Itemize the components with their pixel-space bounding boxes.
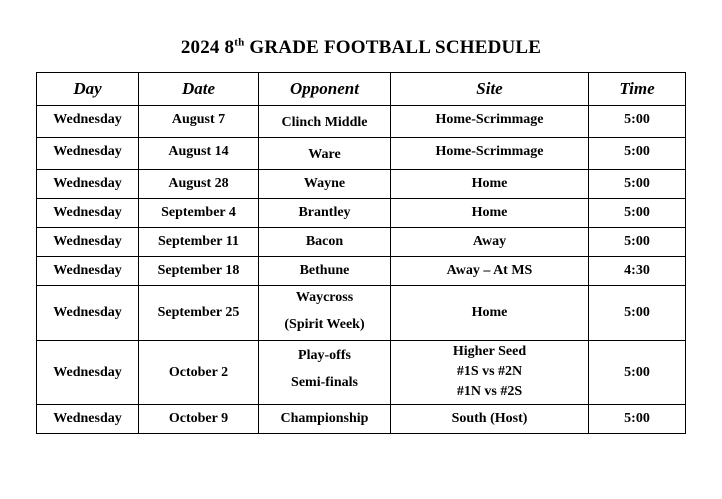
cell-date: August 14 <box>139 138 259 170</box>
table-row <box>37 405 686 434</box>
table-row <box>37 286 686 341</box>
cell-time: 5:00 <box>589 138 686 170</box>
schedule-table <box>36 72 686 434</box>
cell-time: 5:00 <box>589 106 686 138</box>
title-suffix: GRADE FOOTBALL SCHEDULE <box>244 37 542 58</box>
table-row <box>37 170 686 199</box>
table-row <box>37 257 686 286</box>
cell-opponent <box>259 286 391 341</box>
header-time: Time <box>589 73 686 106</box>
cell-opponent: Bethune <box>259 257 391 286</box>
cell-date: September 11 <box>139 228 259 257</box>
table-row <box>37 199 686 228</box>
cell-site: Away – At MS <box>391 257 589 286</box>
cell-site: Home <box>391 170 589 199</box>
cell-date: September 25 <box>139 286 259 341</box>
opponent-subline: Semi-finals <box>291 375 358 390</box>
table-row <box>37 228 686 257</box>
cell-opponent: Ware <box>259 138 391 170</box>
opponent-line: Play-offs <box>298 348 351 363</box>
cell-date: September 18 <box>139 257 259 286</box>
title-superscript: th <box>234 36 245 49</box>
cell-time: 5:00 <box>589 170 686 199</box>
cell-date: August 7 <box>139 106 259 138</box>
cell-day: Wednesday <box>37 199 139 228</box>
header-date: Date <box>139 73 259 106</box>
cell-opponent: Championship <box>259 405 391 434</box>
cell-day: Wednesday <box>37 106 139 138</box>
cell-opponent: Clinch Middle <box>259 106 391 138</box>
cell-time: 5:00 <box>589 286 686 341</box>
table-row <box>37 106 686 138</box>
cell-date: October 9 <box>139 405 259 434</box>
cell-site: Home-Scrimmage <box>391 138 589 170</box>
header-day: Day <box>37 73 139 106</box>
cell-site: Away <box>391 228 589 257</box>
cell-time: 5:00 <box>589 199 686 228</box>
cell-site: Home-Scrimmage <box>391 106 589 138</box>
cell-time: 5:00 <box>589 341 686 405</box>
site-line: #1S vs #2N <box>456 364 523 379</box>
header-opponent: Opponent <box>259 73 391 106</box>
cell-day: Wednesday <box>37 341 139 405</box>
header-row <box>37 73 686 106</box>
cell-opponent: Wayne <box>259 170 391 199</box>
cell-day: Wednesday <box>37 257 139 286</box>
cell-opponent: Bacon <box>259 228 391 257</box>
site-line: Higher Seed <box>452 344 527 359</box>
opponent-subline: (Spirit Week) <box>284 317 365 332</box>
cell-site: Home <box>391 286 589 341</box>
cell-day: Wednesday <box>37 228 139 257</box>
cell-opponent <box>259 341 391 405</box>
site-line: #1N vs #2S <box>456 384 523 399</box>
cell-day: Wednesday <box>37 286 139 341</box>
cell-date: October 2 <box>139 341 259 405</box>
cell-opponent: Brantley <box>259 199 391 228</box>
page-title <box>0 37 722 59</box>
cell-time: 4:30 <box>589 257 686 286</box>
cell-date: September 4 <box>139 199 259 228</box>
cell-site <box>391 341 589 405</box>
table-row <box>37 138 686 170</box>
cell-day: Wednesday <box>37 170 139 199</box>
header-site: Site <box>391 73 589 106</box>
cell-day: Wednesday <box>37 138 139 170</box>
table-row <box>37 341 686 405</box>
cell-date: August 28 <box>139 170 259 199</box>
opponent-line: Waycross <box>295 290 354 305</box>
cell-time: 5:00 <box>589 405 686 434</box>
cell-site: South (Host) <box>391 405 589 434</box>
cell-day: Wednesday <box>37 405 139 434</box>
cell-time: 5:00 <box>589 228 686 257</box>
title-prefix: 2024 8 <box>180 37 235 58</box>
cell-site: Home <box>391 199 589 228</box>
